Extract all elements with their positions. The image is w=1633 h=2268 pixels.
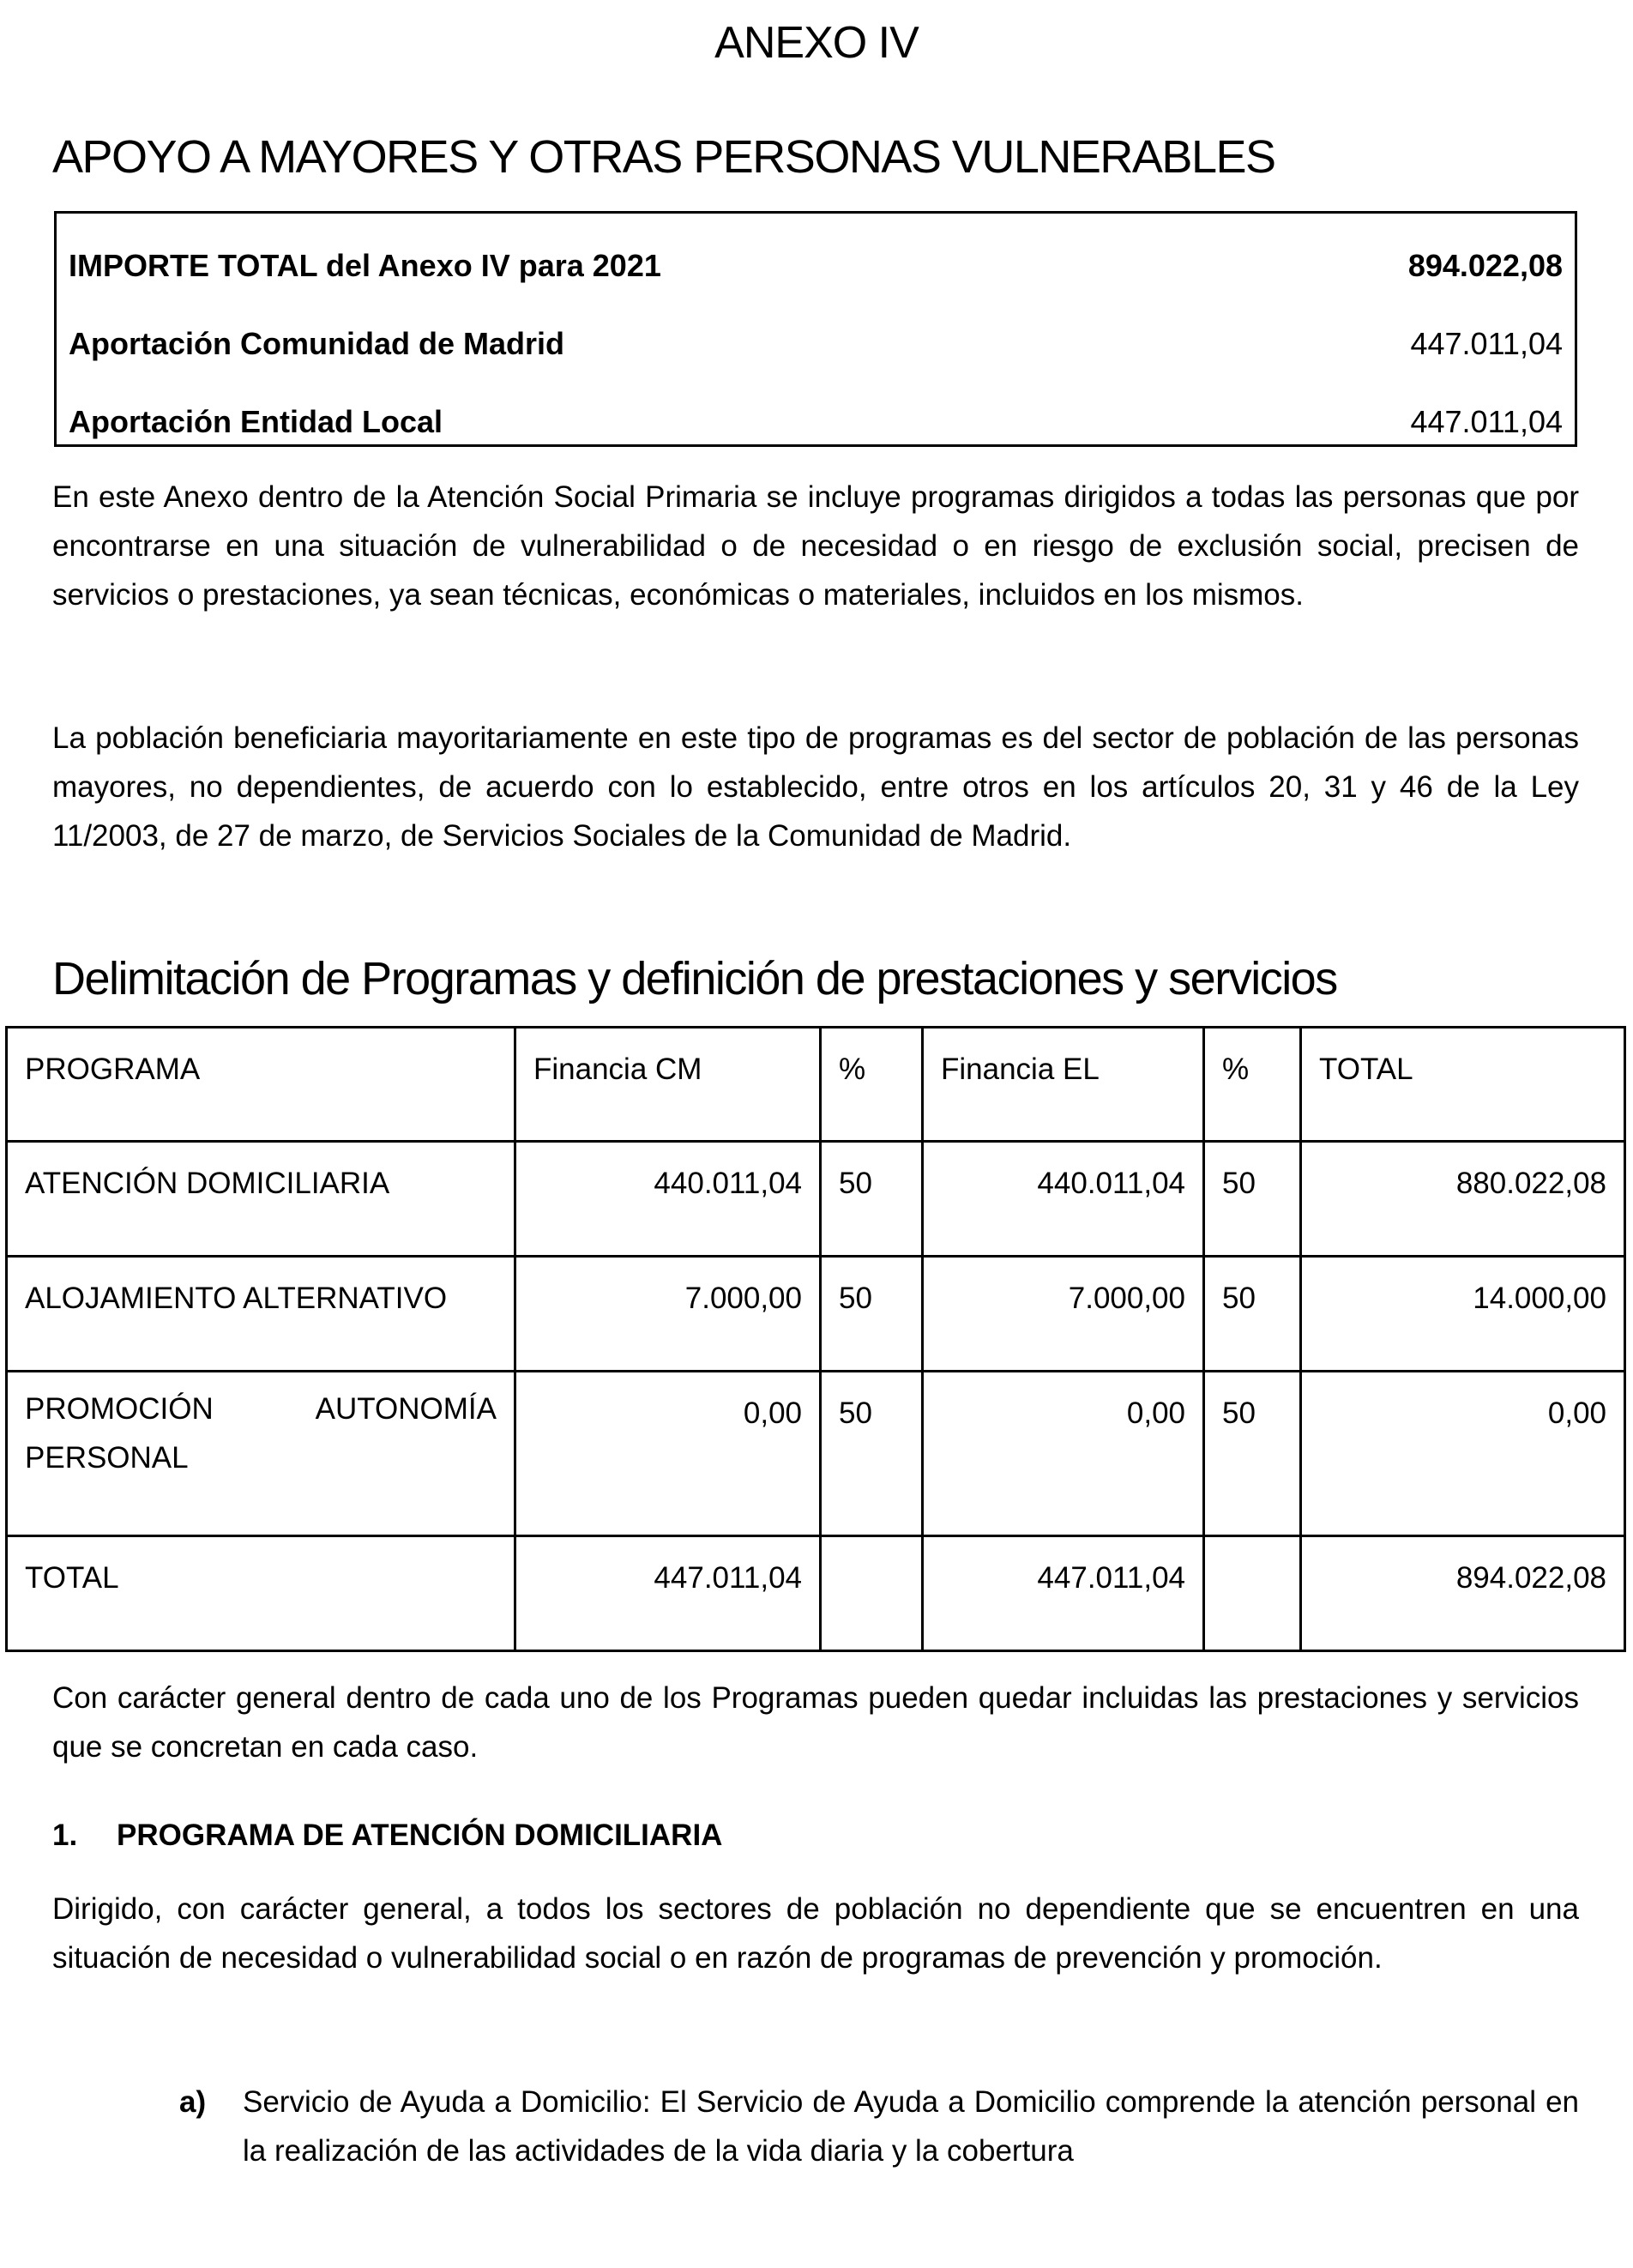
document-title: ANEXO IV: [714, 18, 919, 68]
cell: ATENCIÓN DOMICILIARIA: [7, 1142, 515, 1257]
cell: 7.000,00: [515, 1257, 821, 1372]
summary-label: IMPORTE TOTAL del Anexo IV para 2021: [69, 248, 661, 283]
cell: PROMOCIÓN AUTONOMÍA PERSONAL: [7, 1372, 515, 1536]
programs-table: [5, 1026, 1626, 1652]
header-cell: Financia EL: [923, 1028, 1204, 1142]
cell: 14.000,00: [1301, 1257, 1625, 1372]
list-item-text: Servicio de Ayuda a Domicilio: El Servicio de Ayuda a Domicilio comprende la atención personal en la realización de las actividades de la vida diaria y la cobertura: [243, 2085, 1579, 2168]
list-item-a: [179, 2078, 1579, 2175]
section-1-heading: [52, 1819, 722, 1853]
table-total-row: [7, 1536, 1625, 1651]
table-row: [7, 1142, 1625, 1257]
cell: 0,00: [923, 1372, 1204, 1536]
cell: 447.011,04: [923, 1536, 1204, 1651]
cell: 0,00: [515, 1372, 821, 1536]
cell: 50: [1204, 1257, 1301, 1372]
section-heading-2: Delimitación de Programas y definición de prestaciones y servicios: [52, 953, 1337, 1004]
list-marker: a): [179, 2085, 207, 2119]
header-cell: TOTAL: [1301, 1028, 1625, 1142]
summary-box: [54, 211, 1577, 447]
paragraph: La población beneficiaria mayoritariamente en este tipo de programas es del sector de población de las personas mayores, no dependientes, de acuerdo con lo establecido, entre otros en los artículos 20, 31 y 46 de la Ley 11/2003, de 27 de marzo, de Servicios Sociales de la Comunidad de Madrid.: [52, 721, 1579, 853]
cell: 7.000,00: [923, 1257, 1204, 1372]
summary-row-el: [69, 404, 1563, 440]
header-cell: Financia CM: [515, 1028, 821, 1142]
summary-value: 447.011,04: [1410, 404, 1563, 439]
cell: 440.011,04: [515, 1142, 821, 1257]
table-header-row: [7, 1028, 1625, 1142]
summary-label: Aportación Entidad Local: [69, 404, 443, 439]
cell: 880.022,08: [1301, 1142, 1625, 1257]
section-heading: APOYO A MAYORES Y OTRAS PERSONAS VULNERABLES: [52, 131, 1275, 183]
table-row: [7, 1372, 1625, 1536]
paragraph: Dirigido, con carácter general, a todos los sectores de población no dependiente que se encuentren en una situación de necesidad o vulnerabilidad social o en razón de programas de prevención y promoción.: [52, 1892, 1579, 1975]
header-cell: PROGRAMA: [7, 1028, 515, 1142]
cell: 50: [1204, 1142, 1301, 1257]
cell: ALOJAMIENTO ALTERNATIVO: [7, 1257, 515, 1372]
cell: 50: [1204, 1372, 1301, 1536]
summary-row-total: [69, 248, 1563, 284]
summary-value: 894.022,08: [1407, 248, 1563, 283]
cell: 50: [821, 1372, 923, 1536]
cell: 50: [821, 1257, 923, 1372]
table-row: [7, 1257, 1625, 1372]
section-number: 1.: [52, 1819, 78, 1852]
cell: [821, 1536, 923, 1651]
header-cell: %: [1204, 1028, 1301, 1142]
cell: 447.011,04: [515, 1536, 821, 1651]
cell: 894.022,08: [1301, 1536, 1625, 1651]
cell: TOTAL: [7, 1536, 515, 1651]
summary-row-cm: [69, 326, 1563, 362]
summary-label: Aportación Comunidad de Madrid: [69, 326, 565, 361]
cell: 50: [821, 1142, 923, 1257]
summary-value: 447.011,04: [1410, 326, 1563, 361]
header-cell: %: [821, 1028, 923, 1142]
paragraph: Con carácter general dentro de cada uno de los Programas pueden quedar incluidas las prestaciones y servicios que se concretan en cada caso.: [52, 1681, 1579, 1764]
section-title: PROGRAMA DE ATENCIÓN DOMICILIARIA: [117, 1819, 723, 1852]
cell: [1204, 1536, 1301, 1651]
cell: 0,00: [1301, 1372, 1625, 1536]
cell: 440.011,04: [923, 1142, 1204, 1257]
paragraph: En este Anexo dentro de la Atención Social Primaria se incluye programas dirigidos a todas las personas que por encontrarse en una situación de vulnerabilidad o de necesidad o en riesgo de exclusión social, precisen de servicios o prestaciones, ya sean técnicas, económicas o materiales, incluidos en los mismos.: [52, 480, 1579, 612]
